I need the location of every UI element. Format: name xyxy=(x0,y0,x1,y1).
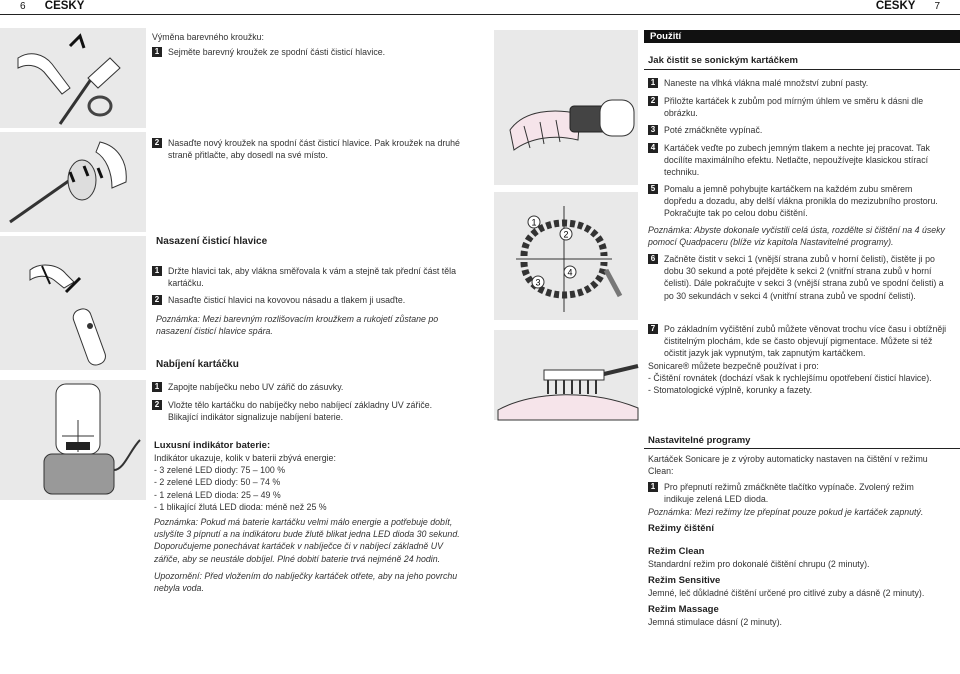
battery-item: - 2 zelené LED diody: 50 – 74 % xyxy=(154,477,281,488)
battery-item: - 1 zelená LED dioda: 25 – 49 % xyxy=(154,489,281,500)
step-text: Po základním vyčištění zubů můžete věnovat trochu více času i obtížněji čistitelným plochám, kde se často objevují pigmentace. Můžete si též očistit jazyk jak vypnutým, tak zapnutým kartáčkem. xyxy=(664,324,947,359)
charge-warning: Upozornění: Před vložením do nabíječky kartáček otřete, aby na jeho povrchu nebyla voda. xyxy=(154,571,458,594)
ring-step-1 xyxy=(152,46,442,58)
attach-note: Poznámka: Mezi barevným rozlišovacím kroužkem a rukojetí zůstane po nasazení čisticí hlavice spára. xyxy=(156,314,439,337)
attach-heading: Nasazení čisticí hlavice xyxy=(156,236,268,247)
charge-step-1 xyxy=(152,381,470,393)
battery-item: - 1 blikající žlutá LED dioda: méně než 25 % xyxy=(154,501,327,512)
step-number: 1 xyxy=(648,78,658,88)
sonicare-item: - Čištění rovnátek (dochází však k rychlejšímu opotřebení čisticí hlavice). xyxy=(648,373,932,384)
use-step-1 xyxy=(648,77,954,89)
step-text: Vložte tělo kartáčku do nabíječky nebo nabíjecí základny UV zářiče. xyxy=(168,400,433,410)
programs-step-1 xyxy=(648,481,938,505)
attach-step-1 xyxy=(152,265,470,289)
quadrant-label: 2 xyxy=(563,229,569,240)
mode-clean-name: Režim Clean xyxy=(648,546,705,557)
sonicare-block xyxy=(648,360,958,397)
programs-rule xyxy=(644,448,960,449)
quadrant-label: 3 xyxy=(535,277,541,288)
battery-note: Poznámka: Pokud má baterie kartáčku velmi málo energie a potřebuje dobít, uslyšíte 3 pípnutí a na indikátoru bude žlutě blikat jedna LED dioda 30 sekund. Doporučujeme ponechávat kartáček v nabíječce či v nabíjecí základně UV zářiče, aby se neustále dobíjel. Plné dobití baterie trvá nejméně 24 hodin. xyxy=(154,517,460,564)
illustration-charger xyxy=(0,380,146,500)
charge-heading: Nabíjení kartáčku xyxy=(156,359,239,370)
step-extra: Blikající indikátor signalizuje nabíjení baterie. xyxy=(168,412,344,423)
step-text: Nasaďte čisticí hlavici na kovovou násadu a tlakem ji usaďte. xyxy=(168,295,406,305)
battery-block xyxy=(154,452,464,513)
step-text: Zapojte nabíječku nebo UV zářič do zásuvky. xyxy=(168,382,344,392)
charger-drawing xyxy=(0,380,146,500)
step-number: 1 xyxy=(648,482,658,492)
use-step-7 xyxy=(648,323,954,360)
illustration-ring-attach xyxy=(0,132,146,232)
step-text: Pro přepnutí režimů zmáčkněte tlačítko vypínače. Zvolený režim indikuje zelená LED dioda. xyxy=(664,482,914,505)
quadrant-label: 1 xyxy=(531,217,537,228)
step-number: 3 xyxy=(648,125,658,135)
programs-note: Poznámka: Mezi režimy lze přepínat pouze pokud je kartáček zapnutý. xyxy=(648,507,924,517)
illustration-tongue xyxy=(494,330,638,420)
header-left xyxy=(20,0,84,14)
step-text: Nasaďte nový kroužek na spodní část čisticí hlavice. Pak kroužek na druhé straně přitlačte, aby dosedl na své místo. xyxy=(168,138,460,161)
battery-heading: Luxusní indikátor baterie: xyxy=(154,440,271,451)
header-rule xyxy=(0,14,960,15)
ring-intro: Výměna barevného kroužku: xyxy=(152,32,264,42)
step-number: 1 xyxy=(152,266,162,276)
attach-step-2 xyxy=(152,294,470,306)
step-text: Držte hlavici tak, aby vlákna směřovala k vám a stejně tak přední část těla kartáčku. xyxy=(168,266,456,289)
step-number: 6 xyxy=(648,254,658,264)
use-step-2 xyxy=(648,95,954,119)
charge-step-2 xyxy=(152,399,452,423)
use-step-3 xyxy=(648,124,954,136)
step-number: 2 xyxy=(152,400,162,410)
step-text: Poté zmáčkněte vypínač. xyxy=(664,125,763,135)
quadrant-drawing xyxy=(494,192,638,320)
illustration-quadrants xyxy=(494,192,638,320)
use-step-6 xyxy=(648,253,954,302)
step-text: Začněte čistit v sekci 1 (vnější strana zubů v horní čelisti), čistěte ji po dobu 30 sekund a poté přejděte k sekci 2 (vnitřní strana zubů v horní čelisti). Dále pokračujte v sekci 3 (vnější strana zubů ve spodní čelisti) a po 30 sekundách v sekci 4 (vnitřní strana zubů ve spodní čelisti). xyxy=(664,254,944,301)
step-text: Kartáček veďte po zubech jemným tlakem a nechte jej pracovat. Tak docílíte maximálního efektu. Netlačte, nepoužívejte klasickou stírací techniku. xyxy=(664,143,930,178)
step-number: 7 xyxy=(648,324,658,334)
illustration-ring-remove xyxy=(0,28,146,128)
step-number: 2 xyxy=(152,138,162,148)
mode-massage-desc: Jemná stimulace dásní (2 minuty). xyxy=(648,617,782,627)
step-number: 2 xyxy=(152,295,162,305)
illustration-brushing-angle xyxy=(494,30,638,185)
quadpacer-note: Poznámka: Abyste dokonale vyčistili celá ústa, rozdělte si čištění na 4 úseky pomocí Quadpaceru (blíže viz kapitola Nastavitelné programy). xyxy=(648,225,945,248)
step-text: Přiložte kartáček k zubům pod mírným úhlem ve směru k dásni dle obrázku. xyxy=(664,96,924,119)
head-attach-drawing xyxy=(0,236,146,370)
step-text: Sejměte barevný kroužek ze spodní části čisticí hlavice. xyxy=(168,47,386,57)
mode-clean-desc: Standardní režim pro dokonalé čištění chrupu (2 minuty). xyxy=(648,559,870,569)
sonicare-intro: Sonicare® můžete bezpečně používat i pro: xyxy=(648,361,819,371)
mode-massage-name: Režim Massage xyxy=(648,604,719,615)
ring-remove-drawing xyxy=(0,28,146,128)
section-bar: Použití xyxy=(644,30,960,43)
battery-intro: Indikátor ukazuje, kolik v baterii zbývá energie: xyxy=(154,453,336,463)
how-heading: Jak čistit se sonickým kartáčkem xyxy=(648,55,798,66)
mode-sensitive-name: Režim Sensitive xyxy=(648,575,721,586)
tongue-drawing xyxy=(494,330,638,420)
header-right xyxy=(876,0,940,14)
step-number: 4 xyxy=(648,143,658,153)
mode-sensitive-desc: Jemné, leč důkladné čištění určené pro citlivé zuby a dásně (2 minuty). xyxy=(648,588,925,598)
modes-heading: Režimy čištění xyxy=(648,523,714,534)
step-text: Pomalu a jemně pohybujte kartáčkem na každém zubu směrem dopředu a dozadu, aby delší vlákna pronikla do mezizubního prostoru. Pokračujte tak po celou dobu čištění. xyxy=(664,184,938,219)
ring-attach-drawing xyxy=(0,132,146,232)
step-number: 5 xyxy=(648,184,658,194)
header-language-right: ČESKY xyxy=(875,0,916,12)
section-rule xyxy=(644,69,960,70)
use-step-5 xyxy=(648,183,938,220)
step-number: 2 xyxy=(648,96,658,106)
brushing-angle-drawing xyxy=(494,30,638,185)
step-number: 1 xyxy=(152,47,162,57)
sonicare-item: - Stomatologické výplně, korunky a fazety. xyxy=(648,385,813,396)
battery-item: - 3 zelené LED diody: 75 – 100 % xyxy=(154,465,286,476)
header-language-left: ČESKY xyxy=(44,0,85,12)
step-text: Naneste na vlhká vlákna malé množství zubní pasty. xyxy=(664,78,869,88)
illustration-head-attach xyxy=(0,236,146,370)
page-number-right: 7 xyxy=(934,1,940,12)
page-number-left: 6 xyxy=(20,1,26,12)
quadrant-label: 4 xyxy=(567,267,573,278)
programs-intro: Kartáček Sonicare je z výroby automaticky nastaven na čištění v režimu Clean: xyxy=(648,454,928,477)
use-step-4 xyxy=(648,142,958,179)
programs-heading: Nastavitelné programy xyxy=(648,435,751,446)
ring-step-2 xyxy=(152,137,470,161)
step-number: 1 xyxy=(152,382,162,392)
